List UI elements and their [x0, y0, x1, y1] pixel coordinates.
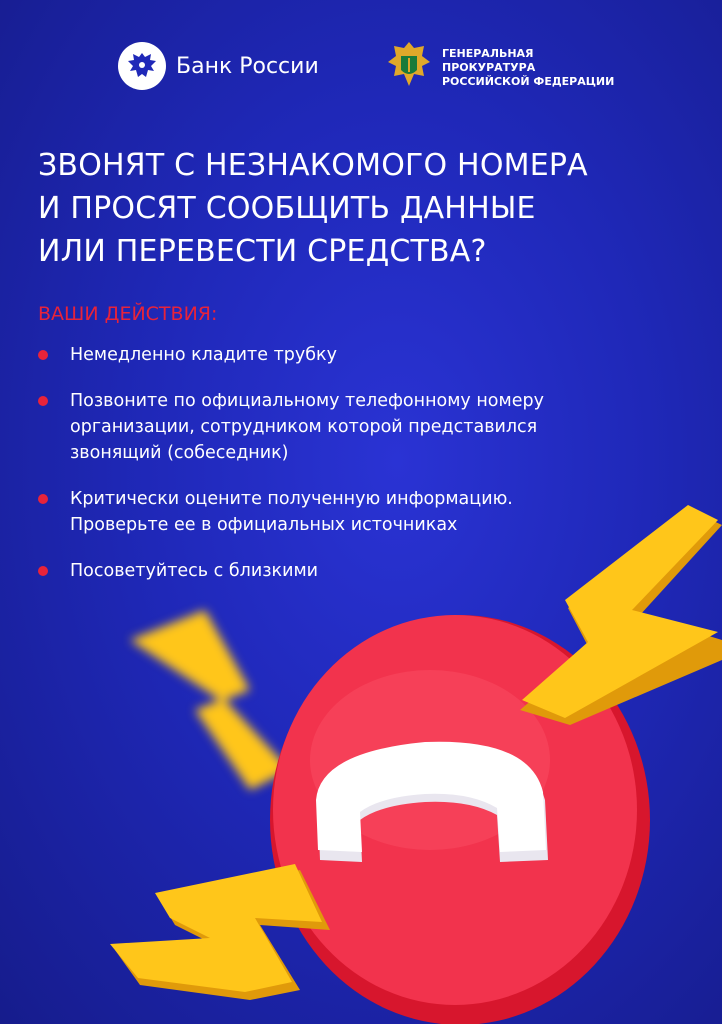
lightning-bolt-icon	[130, 610, 290, 790]
actions-list	[38, 342, 598, 604]
prosecutor-emblem-icon	[386, 40, 432, 96]
double-headed-eagle-icon	[118, 42, 166, 90]
prosecutor-general-logo	[386, 40, 622, 96]
hang-up-button-icon	[270, 615, 650, 1024]
bank-of-russia-logo	[118, 42, 319, 90]
actions-heading: ВАШИ ДЕЙСТВИЯ:	[38, 303, 218, 325]
title-line: И ПРОСЯТ СООБЩИТЬ ДАННЫЕ	[38, 191, 536, 226]
list-item: Посоветуйтесь с близкими	[38, 558, 598, 584]
page-title	[38, 144, 678, 273]
list-item: Критически оцените полученную информацию. Проверьте ее в официальных источниках	[38, 486, 598, 538]
list-item: Немедленно кладите трубку	[38, 342, 598, 368]
title-line: ЗВОНЯТ С НЕЗНАКОМОГО НОМЕРА	[38, 148, 588, 183]
lightning-bolt-icon	[110, 864, 330, 1000]
hang-up-phone-icon	[316, 742, 548, 862]
bank-name: Банк России	[176, 53, 319, 79]
prosecutor-name: ГЕНЕРАЛЬНАЯ ПРОКУРАТУРА РОССИЙСКОЙ ФЕДЕРАЦИИ	[442, 47, 615, 88]
title-line: ИЛИ ПЕРЕВЕСТИ СРЕДСТВА?	[38, 234, 487, 269]
list-item: Позвоните по официальному телефонному номеру организации, сотрудником которой представился звонящий (собеседник)	[38, 388, 598, 466]
